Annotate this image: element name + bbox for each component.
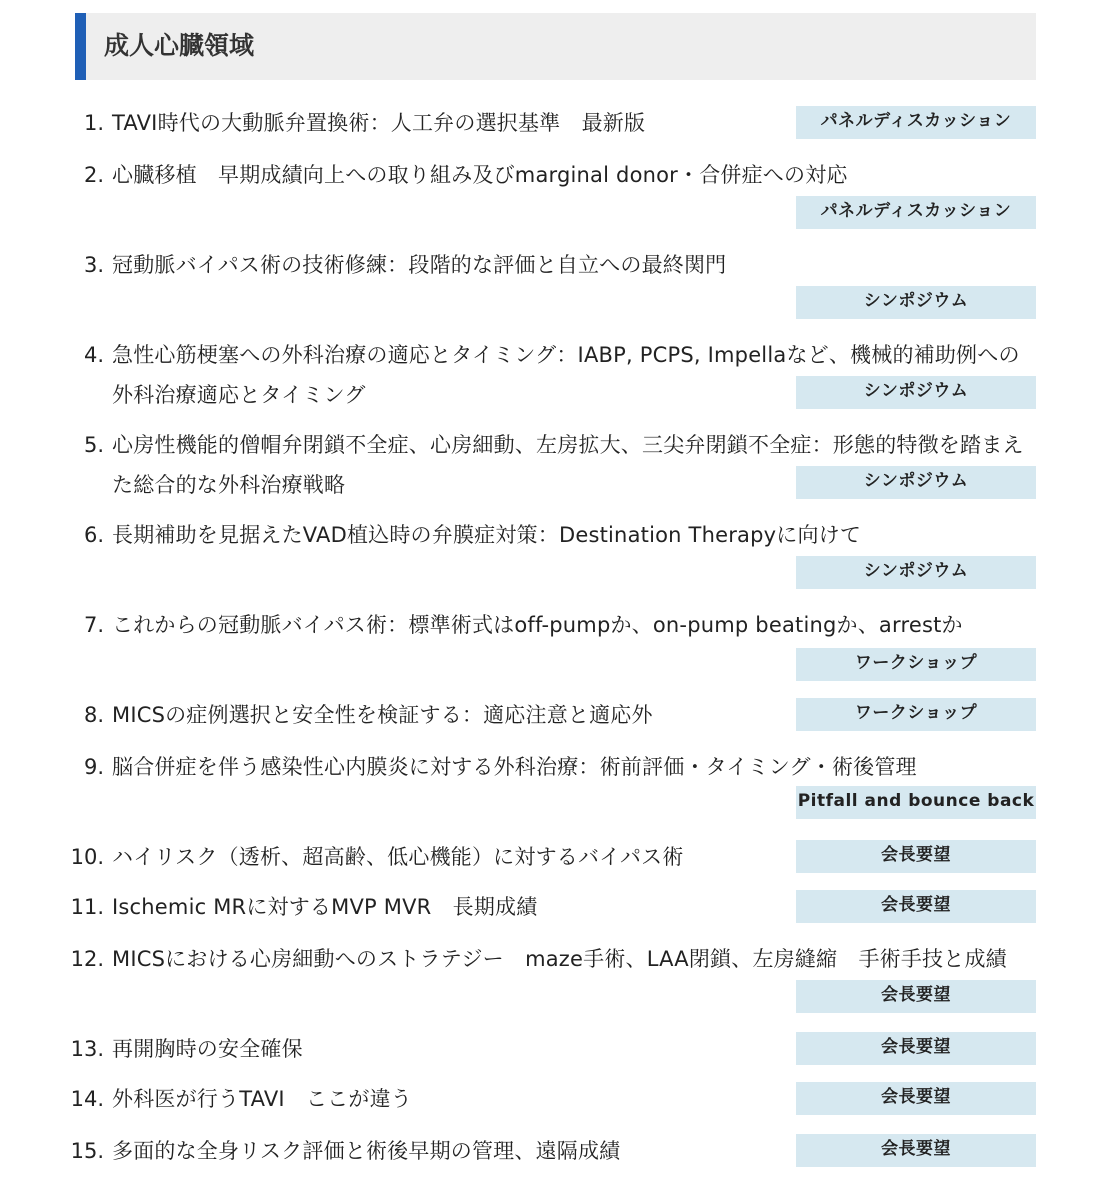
item-number: 6.: [83, 523, 104, 547]
session-type-badge: シンポジウム: [796, 286, 1036, 319]
item-number: 5.: [83, 433, 104, 457]
item-number: 13.: [70, 1037, 104, 1061]
item-number: 10.: [70, 845, 104, 869]
item-number: 3.: [83, 253, 104, 277]
item-number: 12.: [70, 947, 104, 971]
item-title: 急性心筋梗塞への外科治療の適応とタイミング：IABP, PCPS, Impellaなど、機械的補助例への外科治療適応とタイミング: [112, 343, 1020, 407]
session-type-badge: 会長要望: [796, 1134, 1036, 1167]
item-title: 外科医が行うTAVI ここが違う: [112, 1087, 412, 1111]
item-title: MICSの症例選択と安全性を検証する：適応注意と適応外: [112, 703, 653, 727]
item-number: 14.: [70, 1087, 104, 1111]
item-title: ハイリスク（透析、超高齢、低心機能）に対するバイパス術: [112, 845, 684, 869]
item-number: 9.: [83, 755, 104, 779]
item-title: 心臓移植 早期成績向上への取り組み及びmarginal donor・合併症への対応: [112, 163, 848, 187]
item-title: Ischemic MRに対するMVP MVR 長期成績: [112, 895, 538, 919]
item-title: 多面的な全身リスク評価と術後早期の管理、遠隔成績: [112, 1139, 621, 1163]
item-number: 1.: [83, 111, 104, 135]
session-type-badge: パネルディスカッション: [796, 196, 1036, 229]
item-title: 心房性機能的僧帽弁閉鎖不全症、心房細動、左房拡大、三尖弁閉鎖不全症：形態的特徴を踏まえた総合的な外科治療戦略: [112, 433, 1024, 497]
item-title: TAVI時代の大動脈弁置換術：人工弁の選択基準 最新版: [112, 111, 646, 135]
section-title: 成人心臓領域: [104, 31, 255, 60]
session-type-badge: シンポジウム: [796, 376, 1036, 409]
item-title: これからの冠動脈バイパス術：標準術式はoff-pumpか、on-pump beatingか、arrestか: [112, 613, 963, 637]
session-type-badge: 会長要望: [796, 1032, 1036, 1065]
item-title: MICSにおける心房細動へのストラテジー maze手術、LAA閉鎖、左房縫縮 手術手技と成績: [112, 947, 1007, 971]
item-number: 2.: [83, 163, 104, 187]
session-type-badge: ワークショップ: [796, 698, 1036, 731]
session-type-badge: ワークショップ: [796, 648, 1036, 681]
item-number: 4.: [83, 343, 104, 367]
session-type-badge: パネルディスカッション: [796, 106, 1036, 139]
session-type-badge: 会長要望: [796, 1082, 1036, 1115]
item-number: 11.: [70, 895, 104, 919]
session-type-badge: シンポジウム: [796, 466, 1036, 499]
item-number: 7.: [83, 613, 104, 637]
item-number: 8.: [83, 703, 104, 727]
item-title: 脳合併症を伴う感染性心内膜炎に対する外科治療：術前評価・タイミング・術後管理: [112, 755, 917, 779]
session-type-badge: 会長要望: [796, 890, 1036, 923]
session-type-badge: シンポジウム: [796, 556, 1036, 589]
session-type-badge: 会長要望: [796, 840, 1036, 873]
session-type-badge: Pitfall and bounce back: [796, 786, 1036, 819]
item-number: 15.: [70, 1139, 104, 1163]
item-title: 長期補助を見据えたVAD植込時の弁膜症対策：Destination Therapyに向けて: [112, 523, 862, 547]
session-type-badge: 会長要望: [796, 980, 1036, 1013]
item-title: 冠動脈バイパス術の技術修練：段階的な評価と自立への最終関門: [112, 253, 727, 277]
item-title: 再開胸時の安全確保: [112, 1037, 303, 1061]
